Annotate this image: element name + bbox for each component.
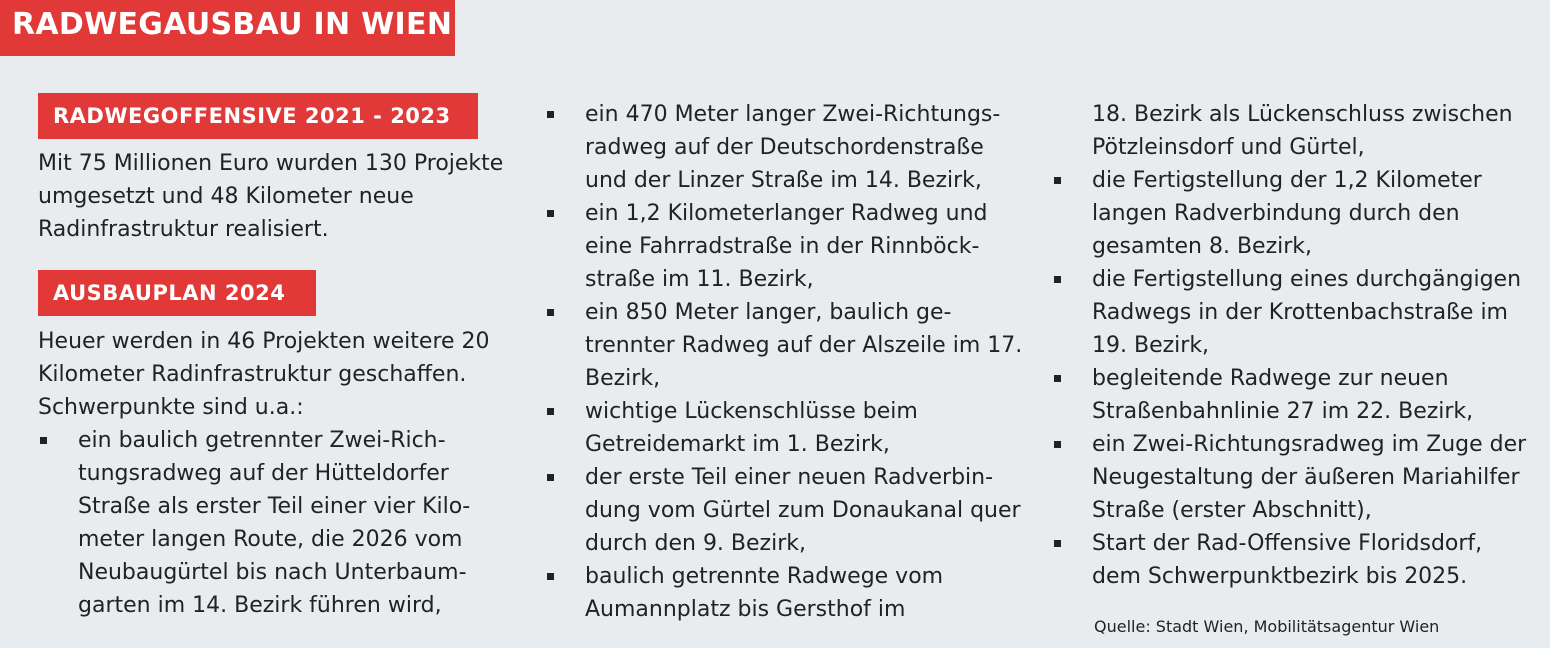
project-list-col1: [38, 424, 508, 622]
project-list-col2: [545, 98, 1025, 626]
section-label-ausbauplan: AUSBAUPLAN 2024: [38, 270, 316, 316]
list-item: [545, 296, 1025, 395]
list-item-continuation: 18. Bezirk als Lückenschluss zwischen Pötzleinsdorf und Gürtel,: [1092, 102, 1513, 160]
square-bullet-icon: [40, 437, 47, 444]
square-bullet-icon: [1054, 375, 1061, 382]
list-item-text: der erste Teil einer neuen Radverbindung vom Gürtel zum Donaukanal quer durch den 9. Bezirk,: [585, 465, 1021, 556]
square-bullet-icon: [1054, 441, 1061, 448]
section-label-radwegoffensive: RADWEGOFFENSIVE 2021 - 2023: [38, 93, 478, 139]
list-item-text: Start der Rad-Offensive Floridsdorf, dem Schwerpunktbezirk bis 2025.: [1092, 531, 1483, 589]
square-bullet-icon: [547, 111, 554, 118]
square-bullet-icon: [1054, 276, 1061, 283]
square-bullet-icon: [547, 474, 554, 481]
list-item-text: die Fertigstellung eines durchgängigen Radwegs in der Krottenbachstraße im 19. Bezirk,: [1092, 267, 1522, 358]
list-item: [545, 395, 1025, 461]
list-item: [1052, 428, 1532, 527]
list-item-text: ein 470 Meter langer Zwei-Richtungsradweg auf der Deutschordenstraße und der Linzer Straße im 14. Bezirk,: [585, 102, 1001, 193]
list-item-text: ein Zwei-Richtungsradweg im Zuge der Neugestaltung der äußeren Mariahilfer Straße (erster Abschnitt),: [1092, 432, 1527, 523]
list-item: [1052, 263, 1532, 362]
list-item: [545, 197, 1025, 296]
list-item-text: ein baulich getrennter Zwei-Richtungsradweg auf der Hütteldorfer Straße als erster Teil einer vier Kilometer langen Route, die 2026 vom Neubaugürtel bis nach Unterbaumgarten im 14. Bezirk führen wird,: [78, 428, 471, 618]
square-bullet-icon: [547, 309, 554, 316]
square-bullet-icon: [1054, 540, 1061, 547]
list-item: [1052, 527, 1532, 593]
list-item-text: ein 850 Meter langer, baulich getrennter Radweg auf der Alszeile im 17. Bezirk,: [585, 300, 1023, 391]
list-item: [38, 424, 508, 622]
list-item: [1052, 362, 1532, 428]
list-item: [545, 98, 1025, 197]
main-title: RADWEGAUSBAU IN WIEN: [0, 0, 455, 56]
square-bullet-icon: [1054, 177, 1061, 184]
list-item: [545, 560, 1025, 626]
square-bullet-icon: [547, 408, 554, 415]
square-bullet-icon: [547, 573, 554, 580]
square-bullet-icon: [547, 210, 554, 217]
project-list-col3: [1052, 164, 1532, 593]
list-item-text: wichtige Lückenschlüsse beim Getreidemarkt im 1. Bezirk,: [585, 399, 918, 457]
list-item: [1052, 164, 1532, 263]
list-item-text: ein 1,2 Kilometerlanger Radweg und eine Fahrradstraße in der Rinnböckstraße im 11. Bezirk,: [585, 201, 988, 292]
list-item: [545, 461, 1025, 560]
list-item-text: baulich getrennte Radwege vom Aumannplatz bis Gersthof im: [585, 564, 944, 622]
source-credit: Quelle: Stadt Wien, Mobilitätsagentur Wien: [1094, 617, 1440, 636]
list-item-text: begleitende Radwege zur neuen Straßenbahnlinie 27 im 22. Bezirk,: [1092, 366, 1474, 424]
list-item-text: die Fertigstellung der 1,2 Kilometer langen Radverbindung durch den gesamten 8. Bezirk,: [1092, 168, 1482, 259]
section-text-ausbauplan: Heuer werden in 46 Projekten weitere 20 Kilometer Radinfrastruktur geschaffen. Schwerpunkte sind u.a.:: [38, 329, 490, 420]
section-text-radwegoffensive: Mit 75 Millionen Euro wurden 130 Projekte umgesetzt und 48 Kilometer neue Radinfrastruktur realisiert.: [38, 151, 504, 242]
